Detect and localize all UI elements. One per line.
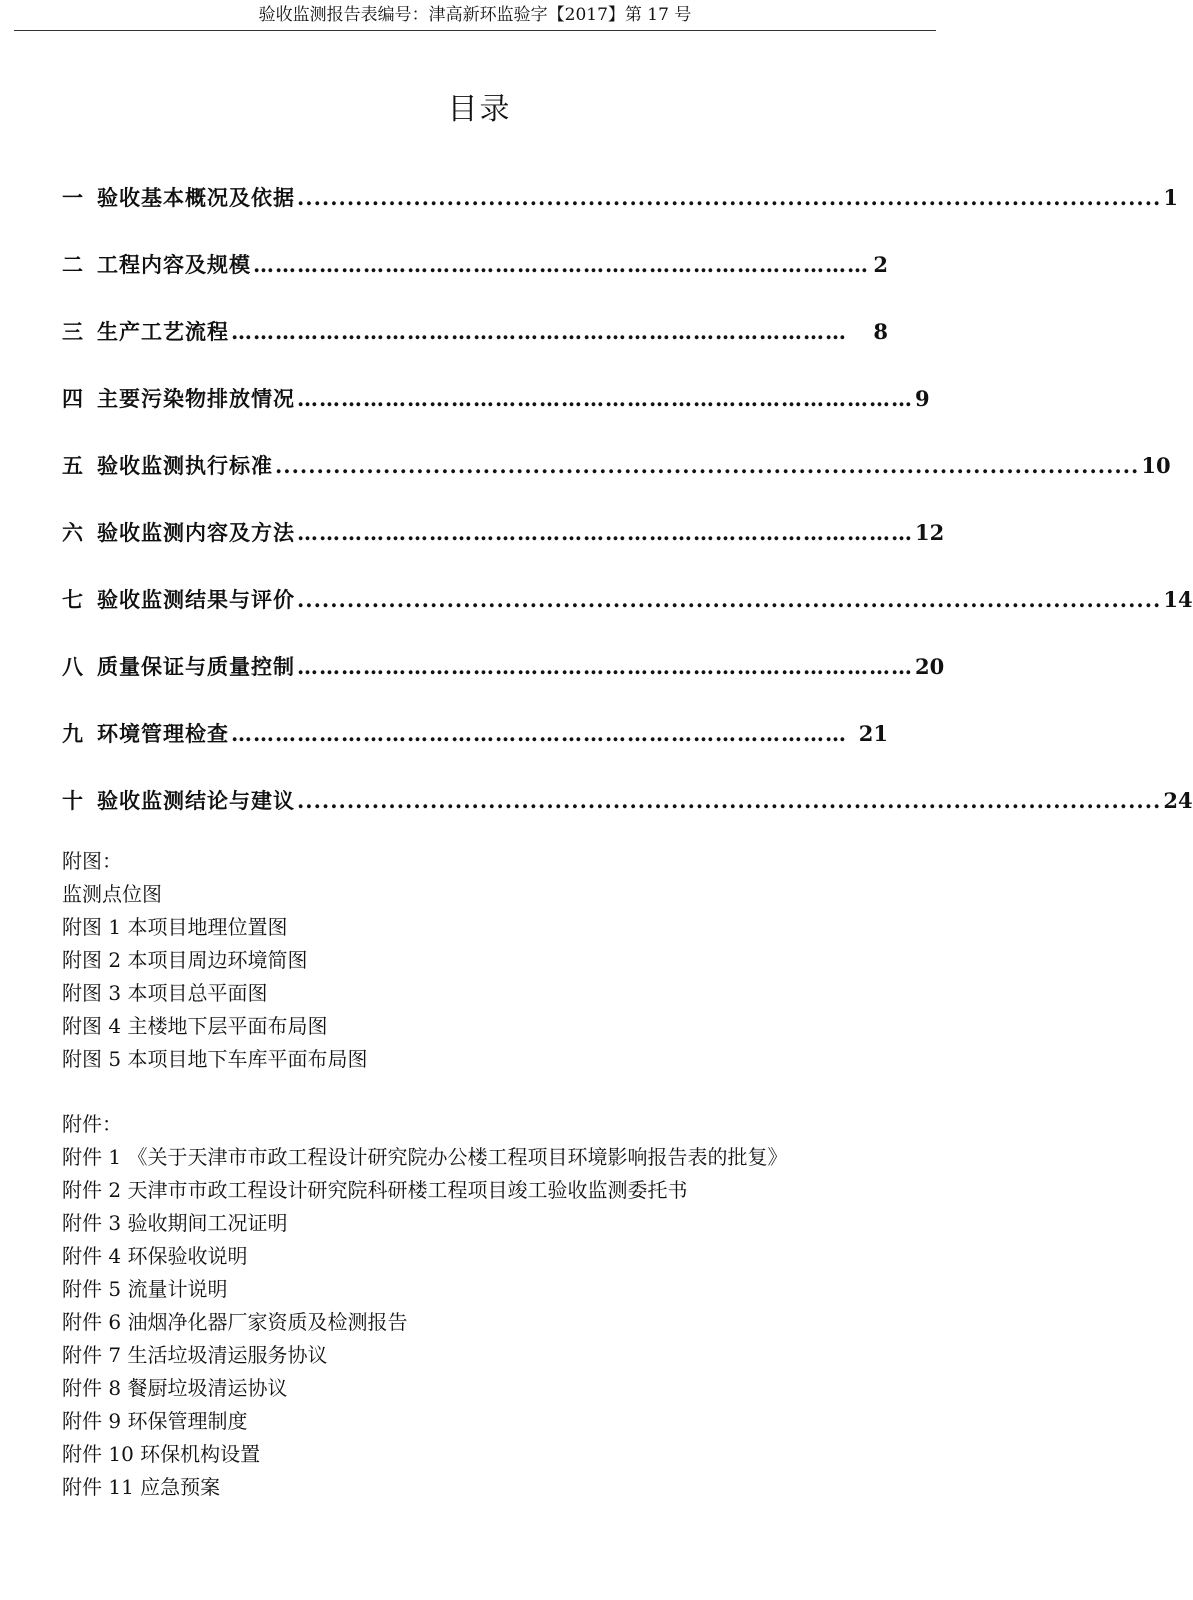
toc-entry-page: 10: [1141, 453, 1171, 478]
appendix-figure-item: 附图 5 本项目地下车库平面布局图: [62, 1047, 368, 1071]
toc-entry[interactable]: [62, 580, 1193, 647]
appendix-figure-item: 附图 1 本项目地理位置图: [62, 915, 288, 939]
appendix-document-item: 附件 3 验收期间工况证明: [62, 1211, 288, 1235]
toc-dot-leader: …………………………………………………………………………: [297, 520, 913, 545]
toc-entry-page: 8: [873, 319, 888, 344]
toc-entry-page: 1: [1163, 185, 1178, 210]
report-number: 验收监测报告表编号：津高新环监验字【2017】第 17 号: [258, 5, 692, 25]
toc-entry-page: 20: [915, 654, 945, 679]
toc-entry[interactable]: [62, 312, 888, 379]
toc-entry-title: 环境管理检查: [97, 721, 229, 746]
appendix-figure-item: 附图 3 本项目总平面图: [62, 981, 268, 1005]
toc-entry-page: 21: [858, 721, 888, 746]
toc-entry-number: 十: [62, 788, 83, 813]
appendix-document-item: 附件 9 环保管理制度: [62, 1409, 248, 1433]
toc-entry-number: 九: [62, 721, 83, 746]
toc-entry[interactable]: [62, 647, 945, 714]
appendix-document-item: 附件 5 流量计说明: [62, 1277, 228, 1301]
toc-entry-title: 工程内容及规模: [97, 252, 251, 277]
toc-entry-number: 八: [62, 654, 83, 679]
toc-dot-leader: ........................................................................................................: [297, 788, 1162, 813]
toc-dot-leader: …………………………………………………………………………: [231, 319, 847, 344]
appendix-figures-heading: 附图：: [62, 849, 122, 873]
toc-dot-leader: …………………………………………………………………………: [231, 721, 847, 746]
toc-dot-leader: …………………………………………………………………………: [297, 654, 913, 679]
appendix-document-item: 附件 8 餐厨垃圾清运协议: [62, 1376, 288, 1400]
toc-entry-title: 生产工艺流程: [97, 319, 229, 344]
appendix-figure-item: 附图 4 主楼地下层平面布局图: [62, 1014, 328, 1038]
appendix-document-item: 附件 7 生活垃圾清运服务协议: [62, 1343, 328, 1367]
toc-entry-page: 12: [915, 520, 945, 545]
table-of-contents: [62, 178, 1193, 848]
toc-entry-number: 六: [62, 520, 83, 545]
appendix-documents-heading: 附件：: [62, 1112, 122, 1136]
toc-dot-leader: …………………………………………………………………………: [253, 252, 869, 277]
toc-entry[interactable]: [62, 513, 945, 580]
toc-entry-title: 验收监测结论与建议: [97, 788, 295, 813]
toc-entry-page: 14: [1163, 587, 1193, 612]
appendix-documents-section: [62, 1108, 902, 1504]
toc-entry[interactable]: [62, 446, 1171, 513]
toc-dot-leader: ........................................................................................................: [297, 185, 1162, 210]
toc-entry-title: 验收监测执行标准: [97, 453, 273, 478]
toc-entry-page: 24: [1163, 788, 1193, 813]
toc-entry-title: 主要污染物排放情况: [97, 386, 295, 411]
toc-entry-page: 2: [873, 252, 888, 277]
appendix-figure-item: 附图 2 本项目周边环境简图: [62, 948, 308, 972]
toc-entry[interactable]: [62, 781, 1193, 848]
appendix-figure-item: 监测点位图: [62, 882, 162, 906]
toc-dot-leader: ........................................................................................................: [275, 453, 1140, 478]
toc-entry-number: 二: [62, 252, 83, 277]
toc-entry-page: 9: [915, 386, 930, 411]
toc-title: 目录: [447, 92, 512, 127]
toc-entry[interactable]: [62, 178, 1178, 245]
toc-entry-title: 验收监测结果与评价: [97, 587, 295, 612]
appendix-document-item: 附件 11 应急预案: [62, 1475, 221, 1499]
appendix-document-item: 附件 1 《关于天津市市政工程设计研究院办公楼工程项目环境影响报告表的批复》: [62, 1145, 788, 1169]
toc-entry-number: 四: [62, 386, 83, 411]
toc-entry-number: 一: [62, 185, 83, 210]
toc-entry-title: 验收基本概况及依据: [97, 185, 295, 210]
toc-entry-number: 三: [62, 319, 83, 344]
toc-entry[interactable]: [62, 379, 930, 446]
toc-entry-number: 七: [62, 587, 83, 612]
toc-dot-leader: ........................................................................................................: [297, 587, 1162, 612]
page-header: [14, 0, 936, 31]
toc-entry-title: 质量保证与质量控制: [97, 654, 295, 679]
toc-entry-number: 五: [62, 453, 83, 478]
appendix-figures-section: [62, 845, 902, 1076]
toc-entry[interactable]: [62, 714, 888, 781]
toc-entry[interactable]: [62, 245, 888, 312]
toc-entry-title: 验收监测内容及方法: [97, 520, 295, 545]
appendix-document-item: 附件 2 天津市市政工程设计研究院科研楼工程项目竣工验收监测委托书: [62, 1178, 688, 1202]
appendix-document-item: 附件 6 油烟净化器厂家资质及检测报告: [62, 1310, 408, 1334]
toc-dot-leader: …………………………………………………………………………: [297, 386, 913, 411]
appendix-document-item: 附件 4 环保验收说明: [62, 1244, 248, 1268]
appendix-document-item: 附件 10 环保机构设置: [62, 1442, 261, 1466]
